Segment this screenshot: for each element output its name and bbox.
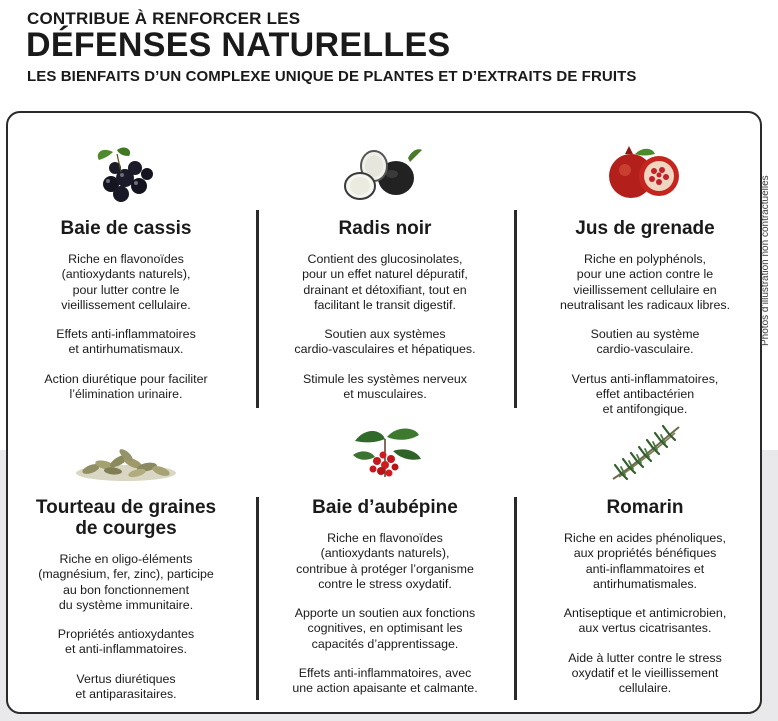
item-title: Baie de cassis — [60, 218, 192, 239]
blackcurrant-icon — [91, 144, 161, 204]
column-divider — [256, 497, 259, 700]
column-divider — [514, 210, 517, 408]
item-title: Tourteau de graines de courges — [35, 497, 217, 539]
hawthorn-berry-icon — [345, 421, 425, 483]
hawthorn-image — [260, 421, 510, 483]
item-baie-de-cassis — [1, 142, 251, 402]
item-text: Riche en acides phénoliques, aux propriétés bénéfiques anti-inflammatoires et antirhumatismales. — [564, 531, 726, 591]
item-baie-d-aubepine — [260, 421, 510, 697]
pumpkin-seeds-image — [1, 421, 251, 483]
pumpkin-seeds-icon — [71, 443, 181, 483]
item-text: Antiseptique et antimicrobien, aux vertus cicatrisantes. — [563, 606, 727, 636]
item-jus-de-grenade — [520, 142, 770, 418]
black-radish-image — [260, 142, 510, 204]
item-text: Vertus anti-inflammatoires, effet antibactérien et antifongique. — [571, 371, 719, 417]
column-divider — [256, 210, 259, 408]
item-romarin — [520, 421, 770, 697]
black-radish-icon — [340, 144, 430, 204]
rosemary-image — [520, 421, 770, 483]
item-title: Romarin — [606, 497, 684, 518]
item-text: Contient des glucosinolates, pour un effet naturel dépuratif, drainant et détoxifiant, tout en facilitant le transit digestif. — [302, 252, 468, 312]
item-text: Soutien aux systèmes cardio-vasculaires et hépatiques. — [294, 327, 476, 357]
page-title: DÉFENSES NATURELLES — [26, 26, 451, 64]
photo-disclaimer: Photos d’illustration non contractuelles — [760, 175, 771, 346]
item-text: Action diurétique pour faciliter l’élimination urinaire. — [44, 371, 208, 402]
rosemary-icon — [605, 421, 685, 483]
item-text: Stimule les systèmes nerveux et musculaires. — [303, 371, 467, 402]
item-text: Riche en oligo-éléments (magnésium, fer, zinc), participe au bon fonctionnement du système immunitaire. — [38, 552, 214, 612]
item-text: Riche en flavonoïdes (antioxydants naturels), pour lutter contre le vieillissement cellulaire. — [61, 252, 191, 312]
item-text: Soutien au système cardio-vasculaire. — [590, 327, 700, 357]
item-title: Radis noir — [338, 218, 432, 239]
item-text: Vertus diurétiques et antiparasitaires. — [75, 671, 177, 702]
item-text: Apporte un soutien aux fonctions cognitives, en optimisant les capacités d’apprentissage. — [294, 606, 476, 651]
item-title: Jus de grenade — [575, 218, 715, 239]
item-text: Effets anti-inflammatoires et antirhumatismaux. — [56, 327, 196, 357]
item-text: Propriétés antioxydantes et anti-inflammatoires. — [57, 627, 195, 657]
header-top-line: CONTRIBUE À RENFORCER LES — [27, 9, 301, 28]
item-text: Riche en flavonoïdes (antioxydants naturels), contribue à protéger l’organisme contre le stress oxydatif. — [296, 531, 474, 591]
blackcurrant-image — [1, 142, 251, 204]
column-divider — [514, 497, 517, 700]
item-tourteau-de-graines-de-courges — [1, 421, 251, 702]
pomegranate-image — [520, 142, 770, 204]
item-text: Aide à lutter contre le stress oxydatif et le vieillissement cellulaire. — [568, 650, 722, 696]
item-text: Riche en polyphénols, pour une action contre le vieillissement cellulaire en neutralisant les radicaux libres. — [559, 252, 731, 312]
page-subtitle: LES BIENFAITS D’UN COMPLEXE UNIQUE DE PLANTES ET D’EXTRAITS DE FRUITS — [27, 68, 637, 85]
item-text: Effets anti-inflammatoires, avec une action apaisante et calmante. — [292, 666, 478, 696]
pomegranate-icon — [605, 142, 685, 204]
item-radis-noir — [260, 142, 510, 402]
item-title: Baie d’aubépine — [312, 497, 458, 518]
